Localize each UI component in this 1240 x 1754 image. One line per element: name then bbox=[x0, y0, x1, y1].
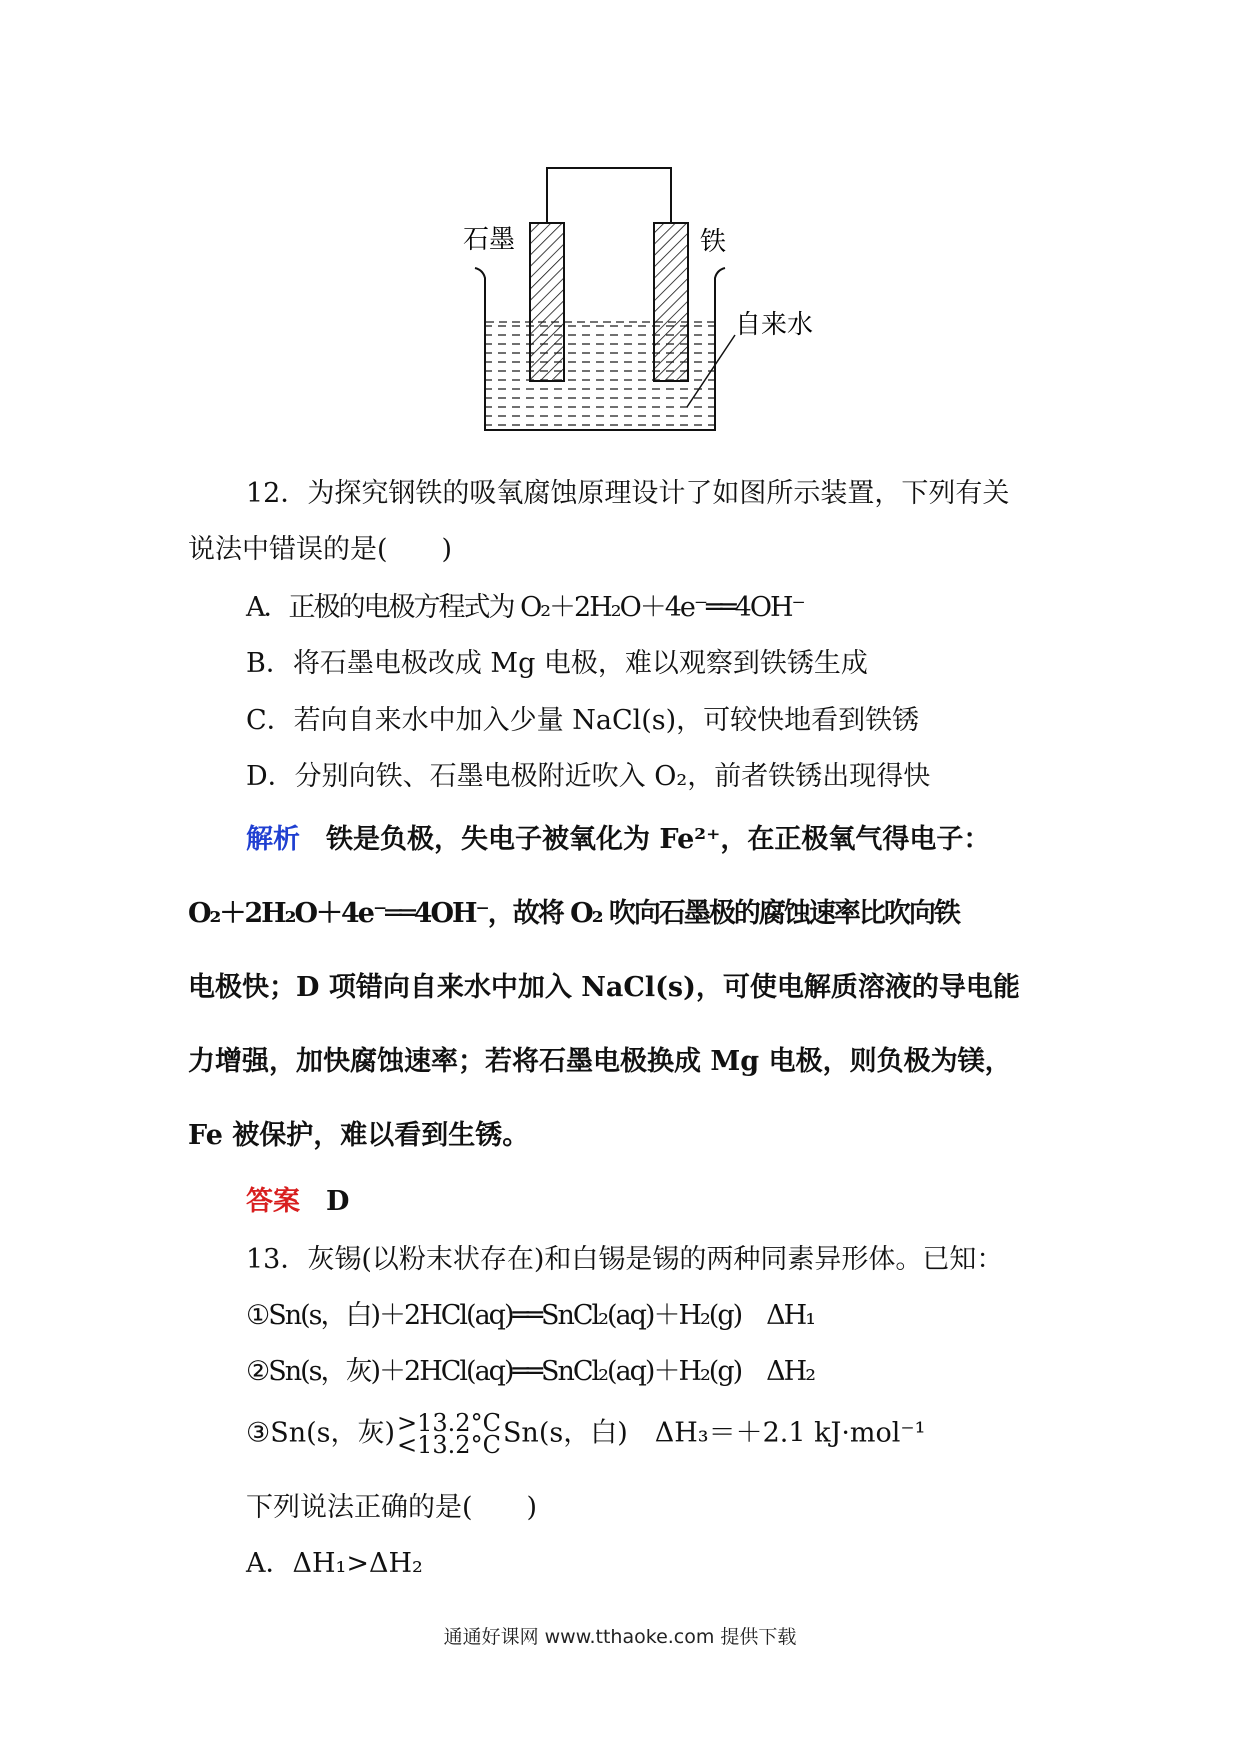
analysis-line3: 电极快；D 项错向自来水中加入 NaCl(s)，可使电解质溶液的导电能 bbox=[188, 972, 1020, 1003]
answer-label: 答案 bbox=[246, 1186, 300, 1217]
analysis-line1 bbox=[246, 822, 990, 858]
q13-eq3-cond-top: >13.2°C bbox=[397, 1409, 501, 1437]
q13-equation-2: ②Sn(s，灰)＋2HCl(aq)══SnCl₂(aq)＋H₂(g) ΔH₂ bbox=[246, 1356, 815, 1387]
connecting-wire bbox=[547, 168, 671, 223]
q13-question: 下列说法正确的是( ) bbox=[246, 1492, 538, 1523]
q12-option-d: D．分别向铁、石墨电极附近吹入 O₂，前者铁锈出现得快 bbox=[246, 761, 931, 792]
electrochemistry-figure bbox=[455, 160, 855, 450]
iron-electrode bbox=[654, 223, 688, 381]
q13-eq3-right: Sn(s，白) ΔH₃＝＋2.1 kJ·mol⁻¹ bbox=[502, 1417, 926, 1449]
answer-value: D bbox=[326, 1186, 350, 1217]
q12-option-a: A．正极的电极方程式为 O₂＋2H₂O＋4e⁻══4OH⁻ bbox=[246, 592, 804, 623]
page-footer: 通通好课网 www.tthaoke.com 提供下载 bbox=[443, 1626, 797, 1648]
q13-stem: 13．灰锡(以粉末状存在)和白锡是锡的两种同素异形体。已知： bbox=[246, 1244, 1004, 1275]
graphite-electrode bbox=[530, 223, 564, 381]
iron-label: 铁 bbox=[700, 227, 727, 257]
q13-equation-1: ①Sn(s，白)＋2HCl(aq)══SnCl₂(aq)＋H₂(g) ΔH₁ bbox=[246, 1300, 815, 1331]
q12-stem-line1: 12．为探究钢铁的吸氧腐蚀原理设计了如图所示装置，下列有关 bbox=[246, 478, 1010, 509]
analysis-line4: 力增强，加快腐蚀速率；若将石墨电极换成 Mg 电极，则负极为镁， bbox=[188, 1046, 1012, 1077]
q13-eq3-condition bbox=[397, 1409, 501, 1459]
analysis-line2: O₂＋2H₂O＋4e⁻══4OH⁻，故将 O₂ 吹向石墨极的腐蚀速率比吹向铁 bbox=[188, 898, 959, 929]
q12-option-c: C．若向自来水中加入少量 NaCl(s)，可较快地看到铁锈 bbox=[246, 705, 920, 736]
water-label: 自来水 bbox=[735, 310, 814, 340]
q12-stem-line2: 说法中错误的是( ) bbox=[188, 534, 453, 565]
answer-line bbox=[246, 1184, 349, 1220]
analysis-label: 解析 bbox=[246, 824, 300, 855]
graphite-label: 石墨 bbox=[463, 225, 516, 255]
q13-eq3-left: ③Sn(s，灰) bbox=[246, 1417, 396, 1449]
q12-option-b: B．将石墨电极改成 Mg 电极，难以观察到铁锈生成 bbox=[246, 648, 868, 679]
analysis-text-1: 铁是负极，失电子被氧化为 Fe²⁺，在正极氧气得电子： bbox=[326, 824, 991, 855]
q13-option-a: A．ΔH₁>ΔH₂ bbox=[246, 1548, 423, 1579]
analysis-line5: Fe 被保护，难以看到生锈。 bbox=[188, 1120, 530, 1151]
q13-eq3-cond-bottom: <13.2°C bbox=[397, 1431, 501, 1459]
q13-equation-3 bbox=[246, 1409, 926, 1459]
